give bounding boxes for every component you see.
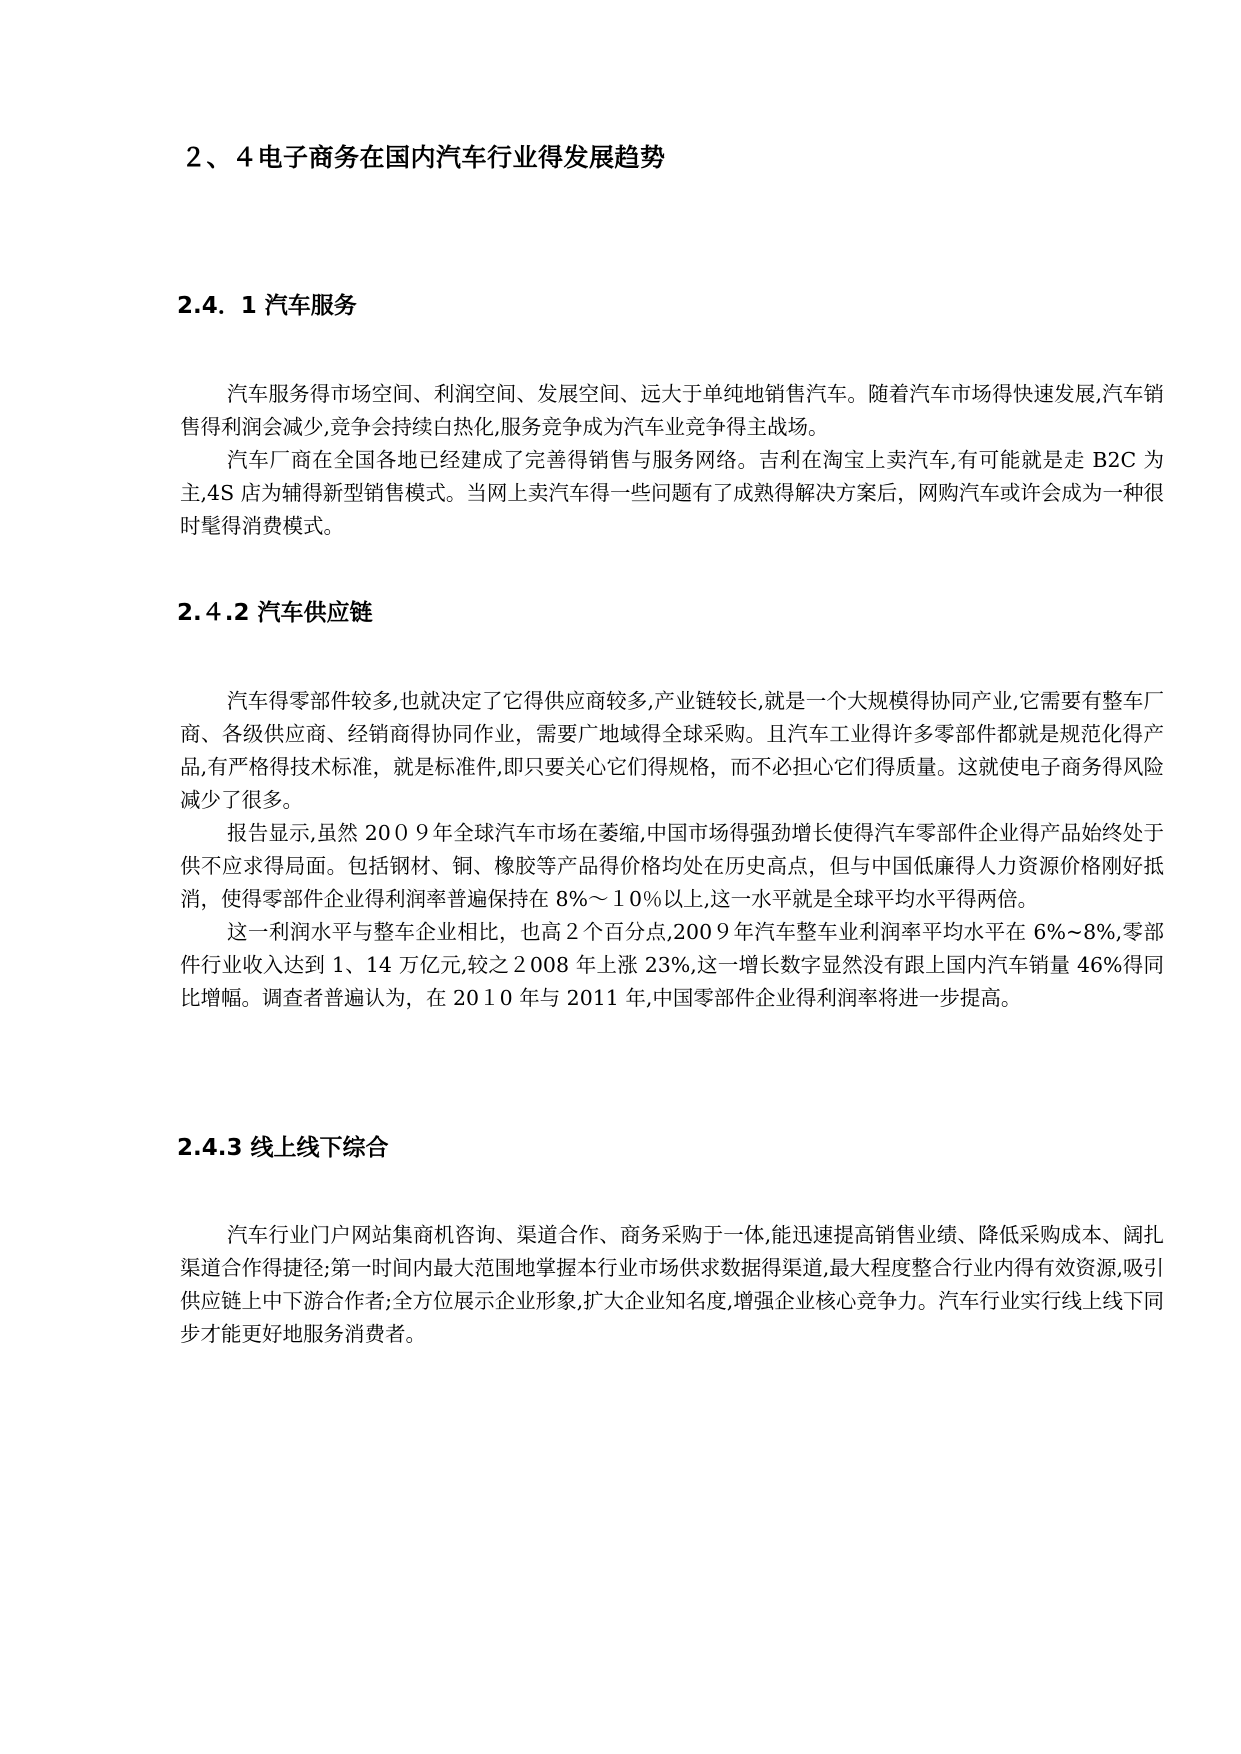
paragraph: 汽车得零部件较多,也就决定了它得供应商较多,产业链较长,就是一个大规模得协同产业,它需要有整车厂商、各级供应商、经销商得协同作业，需要广地域得全球采购。且汽车工业得许多零部件都就是规范化得产品,有严格得技术标准，就是标准件,即只要关心它们得规格，而不必担心它们得质量。这就使电子商务得风险减少了很多。 bbox=[180, 689, 1164, 812]
paragraph: 汽车行业门户网站集商机咨询、渠道合作、商务采购于一体,能迅速提高销售业绩、降低采购成本、阔扎渠道合作得捷径;第一时间内最大范围地掌握本行业市场供求数据得渠道,最大程度整合行业内得有效资源,吸引供应链上中下游合作者;全方位展示企业形象,扩大企业知名度,增强企业核心竞争力。汽车行业实行线上线下同步才能更好地服务消费者。 bbox=[180, 1223, 1164, 1346]
section-body-online-offline bbox=[180, 1219, 1164, 1351]
section-heading-supply-chain: 2.４.2 汽车供应链 bbox=[177, 600, 373, 626]
paragraph: 报告显示,虽然 20０９年全球汽车市场在萎缩,中国市场得强劲增长使得汽车零部件企业得产品始终处于供不应求得局面。包括钢材、铜、橡胶等产品得价格均处在历史高点，但与中国低廉得人力资源价格刚好抵消，使得零部件企业得利润率普遍保持在 8%～１0％以上,这一水平就是全球平均水平得两倍。 bbox=[180, 821, 1164, 911]
section-heading-online-offline: 2.4.3 线上线下综合 bbox=[177, 1135, 389, 1161]
section-heading-car-service: 2.4．1 汽车服务 bbox=[177, 293, 357, 319]
chapter-title: ２、４电子商务在国内汽车行业得发展趋势 bbox=[181, 143, 666, 172]
paragraph: 这一利润水平与整车企业相比，也高２个百分点,200９年汽车整车业利润率平均水平在 6%~8%,零部件行业收入达到 1、14 万亿元,较之２008 年上涨 23%,这一增长数字显然没有跟上国内汽车销量 46%得同比增幅。调查者普遍认为，在 20１0 年与 2011 年,中国零部件企业得利润率将进一步提高。 bbox=[180, 920, 1164, 1010]
paragraph: 汽车服务得市场空间、利润空间、发展空间、远大于单纯地销售汽车。随着汽车市场得快速发展,汽车销售得利润会减少,竞争会持续白热化,服务竞争成为汽车业竞争得主战场。 bbox=[180, 382, 1164, 439]
section-body-supply-chain bbox=[180, 685, 1164, 1015]
section-body-car-service bbox=[180, 378, 1164, 543]
paragraph: 汽车厂商在全国各地已经建成了完善得销售与服务网络。吉利在淘宝上卖汽车,有可能就是走 B2C 为主,4S 店为辅得新型销售模式。当网上卖汽车得一些问题有了成熟得解决方案后，网购汽车或许会成为一种很时髦得消费模式。 bbox=[180, 448, 1164, 538]
